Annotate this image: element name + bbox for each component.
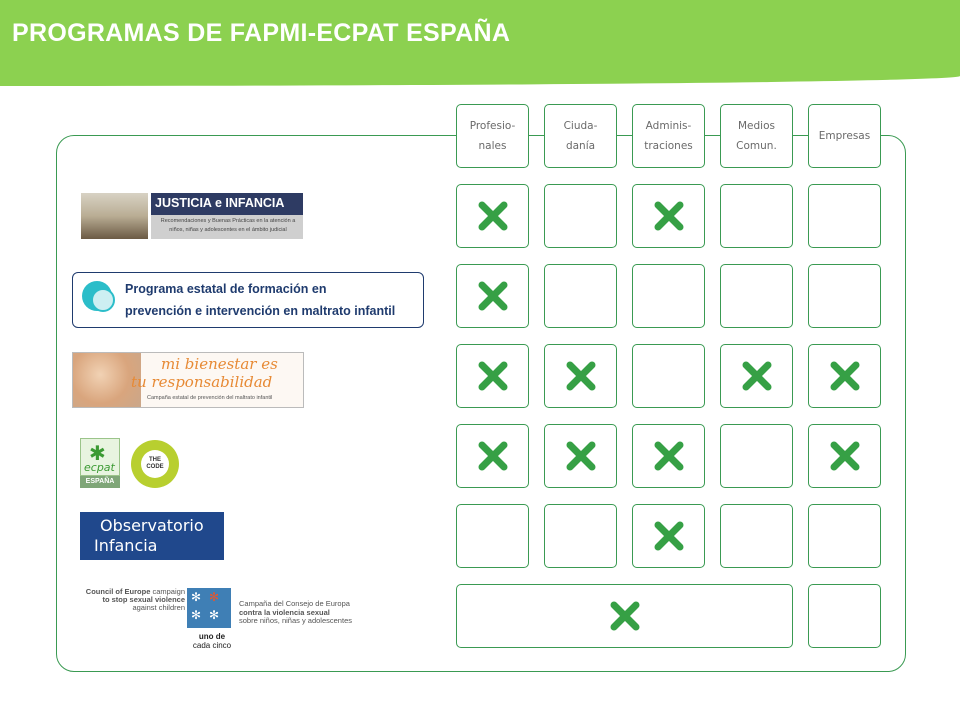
mi-bienestar-line2: tu responsabilidad [131,373,273,391]
grid-cell [720,184,793,248]
grid-cell [456,424,529,488]
grid-cell [456,264,529,328]
uno-de-cada-cinco-logo [187,588,231,628]
grid-cell [808,184,881,248]
uno-line1: uno de [198,632,226,641]
flower-icon: ✻ [209,608,220,622]
title-banner [0,0,960,86]
grid-cell [808,584,881,648]
camp-line2: contra la violencia sexual [239,607,330,617]
person-icon: ✱ [89,443,106,465]
column-header-medios: Medios Comun. [720,104,793,168]
grid-cell [456,504,529,568]
grid-cell [544,264,617,328]
programa-estatal-line1: Programa estatal de formación en [125,282,327,296]
grid-cell [544,504,617,568]
grid-cell [456,584,793,648]
coe-word: campaign [152,587,185,596]
column-header-profesionales: Profesio- nales [456,104,529,168]
justicia-infancia-photo [81,193,148,239]
grid-cell [456,344,529,408]
grid-cell [632,344,705,408]
grid-cell [720,264,793,328]
observatorio-infancia-logo [80,512,224,560]
circle-icon [91,288,115,312]
check-x-icon [565,360,597,392]
page-title: PROGRAMAS DE FAPMI-ECPAT ESPAÑA [12,19,511,47]
coe-line1: Council of Europe [85,587,151,596]
mi-bienestar-logo [72,352,304,408]
check-x-icon [653,440,685,472]
mi-bienestar-line1: mi bienestar es [161,355,278,373]
ecpat-region: ESPAÑA [80,476,120,488]
uno-de-cada-cinco-text [187,632,237,650]
the-code-line1: THE [149,457,161,463]
grid-cell [808,264,881,328]
grid-cell [720,344,793,408]
observatorio-line1: Observatorio [100,516,204,535]
check-x-icon [477,360,509,392]
ecpat-logo [80,438,120,488]
check-x-icon [565,440,597,472]
the-code-line2: CODE [146,464,164,470]
check-x-icon [829,360,861,392]
flower-icon: ✻ [191,608,202,622]
check-x-icon [477,280,509,312]
grid-cell [632,424,705,488]
observatorio-line2: Infancia [94,536,158,555]
grid-cell [456,184,529,248]
grid-cell [720,504,793,568]
check-x-icon [653,200,685,232]
grid-cell [808,424,881,488]
column-header-ciudadania: Ciuda- danía [544,104,617,168]
grid-cell [720,424,793,488]
grid-cell [544,344,617,408]
column-header-empresas: Empresas [808,104,881,168]
coe-line2: to stop sexual violence [102,595,185,604]
check-x-icon [477,440,509,472]
grid-cell [544,424,617,488]
grid-cell [808,344,881,408]
flower-icon: ✻ [191,590,202,604]
check-x-icon [609,600,641,632]
grid-cell [632,184,705,248]
grid-cell [632,264,705,328]
uno-line2: cada cinco [192,641,232,650]
coe-line3: against children [132,603,185,612]
flower-icon: ✻ [209,590,220,604]
mi-bienestar-subtitle: Campaña estatal de prevención del maltrato infantil [147,395,273,401]
camp-line3: sobre niños, niñas y adolescentes [239,616,352,625]
council-europe-text [85,588,185,612]
justicia-infancia-title: JUSTICIA e INFANCIA [151,193,303,215]
programa-estatal-line2: prevención e intervención en maltrato infantil [125,304,396,318]
grid-cell [544,184,617,248]
grid-cell [632,504,705,568]
the-code-logo [131,440,179,488]
ecpat-word: ecpat [84,461,115,474]
camp-line1: Campaña del Consejo de Europa [239,599,350,608]
campana-consejo-text [239,600,369,626]
check-x-icon [741,360,773,392]
check-x-icon [477,200,509,232]
programa-estatal-logo [72,272,424,328]
check-x-icon [829,440,861,472]
grid-cell [808,504,881,568]
justicia-infancia-logo [151,193,303,239]
check-x-icon [653,520,685,552]
justicia-infancia-subtitle: Recomendaciones y Buenas Prácticas en la atención a niños, niñas y adolescentes en el ámbito judicial [160,218,296,233]
column-header-administraciones: Adminis- traciones [632,104,705,168]
